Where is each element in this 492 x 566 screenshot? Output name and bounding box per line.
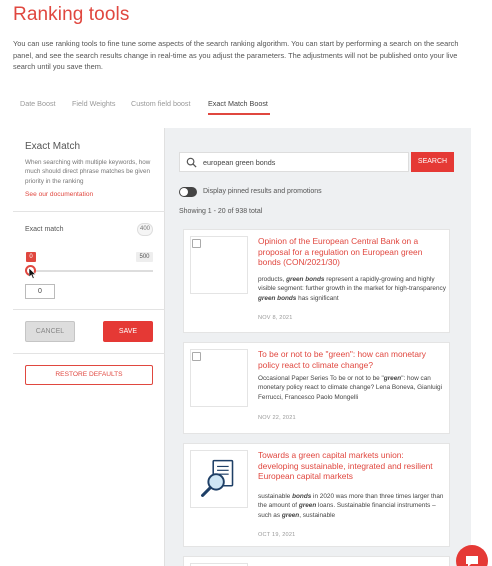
active-tab-indicator — [208, 113, 270, 115]
result-checkbox[interactable] — [192, 352, 201, 361]
settings-panel — [13, 128, 165, 566]
result-card[interactable] — [183, 342, 450, 434]
slider-track[interactable] — [29, 270, 153, 272]
pinned-results-toggle[interactable] — [179, 187, 197, 197]
result-snippet: products, green bonds represent a rapidly-growing and highly visible segment: further growth in the market for high-transparency green bonds has significant — [258, 276, 446, 302]
slider-current-value: 0 — [26, 252, 36, 262]
tab-exact-match-boost[interactable]: Exact Match Boost — [208, 99, 268, 108]
restore-defaults-button[interactable]: RESTORE DEFAULTS — [25, 365, 153, 385]
save-button[interactable]: SAVE — [103, 321, 153, 342]
search-icon — [186, 157, 197, 168]
chat-icon — [464, 553, 480, 566]
document-search-icon — [191, 451, 247, 507]
search-button[interactable]: SEARCH — [411, 152, 454, 172]
result-card[interactable] — [183, 229, 450, 333]
result-title[interactable]: Opinion of the European Central Bank on a proposal for a regulation on European green bonds (CON/2021/30) — [258, 236, 423, 268]
documentation-link[interactable]: See our documentation — [25, 191, 94, 198]
search-input[interactable] — [179, 152, 409, 172]
toggle-knob — [180, 188, 188, 196]
tab-bar — [13, 96, 479, 118]
exact-match-label: Exact match — [25, 226, 64, 233]
search-query: european green bonds — [203, 158, 276, 167]
result-date: NOV 22, 2021 — [258, 415, 296, 421]
divider — [13, 309, 165, 310]
page-title: Ranking tools — [13, 4, 130, 25]
result-thumbnail — [190, 349, 248, 407]
exact-match-input[interactable] — [25, 284, 55, 299]
result-title[interactable]: To be or not to be "green": how can monetary policy react to climate change? — [258, 349, 426, 370]
result-snippet: sustainable bonds in 2020 was more than three times larger than the amount of green loans. Sustainable financial instruments – such as green, sustainable — [258, 493, 444, 519]
divider — [13, 211, 165, 212]
result-card[interactable] — [183, 556, 450, 566]
panel-title: Exact Match — [25, 141, 81, 152]
cancel-button[interactable]: CANCEL — [25, 321, 75, 342]
result-thumbnail — [190, 236, 248, 294]
result-card[interactable] — [183, 443, 450, 547]
divider — [13, 353, 165, 354]
tab-custom-field-boost[interactable]: Custom field boost — [131, 99, 191, 108]
mouse-cursor-icon — [29, 268, 37, 279]
tab-date-boost[interactable]: Date Boost — [20, 99, 56, 108]
slider-max-value: 500 — [136, 252, 153, 262]
result-title[interactable]: Towards a green capital markets union: developing sustainable, integrated and resilient European capital markets — [258, 450, 433, 482]
result-snippet: Occasional Paper Series To be or not to be "green": how can monetary policy react to climate change? Lena Boneva, Gianluigi Ferrucci, Francesco Paolo Mongelli — [258, 375, 443, 401]
toggle-label: Display pinned results and promotions — [203, 188, 322, 195]
result-date: OCT 19, 2021 — [258, 532, 296, 538]
result-checkbox[interactable] — [192, 239, 201, 248]
intro-text: You can use ranking tools to fine tune some aspects of the search ranking algorithm. You can start by performing a search on the search panel, and see the search results change in real-time as you adjust the parameters. The adjustments will not be published onto your live search until you save them. — [13, 39, 459, 72]
panel-description: When searching with multiple keywords, how much should direct phrase matches be given priority in the ranking — [25, 159, 151, 185]
chat-button[interactable] — [456, 545, 488, 566]
result-thumbnail — [190, 450, 248, 508]
tab-field-weights[interactable]: Field Weights — [72, 99, 116, 108]
max-value-badge: 400 — [137, 223, 153, 236]
results-count: Showing 1 - 20 of 938 total — [179, 208, 263, 215]
result-date: NOV 8, 2021 — [258, 315, 293, 321]
